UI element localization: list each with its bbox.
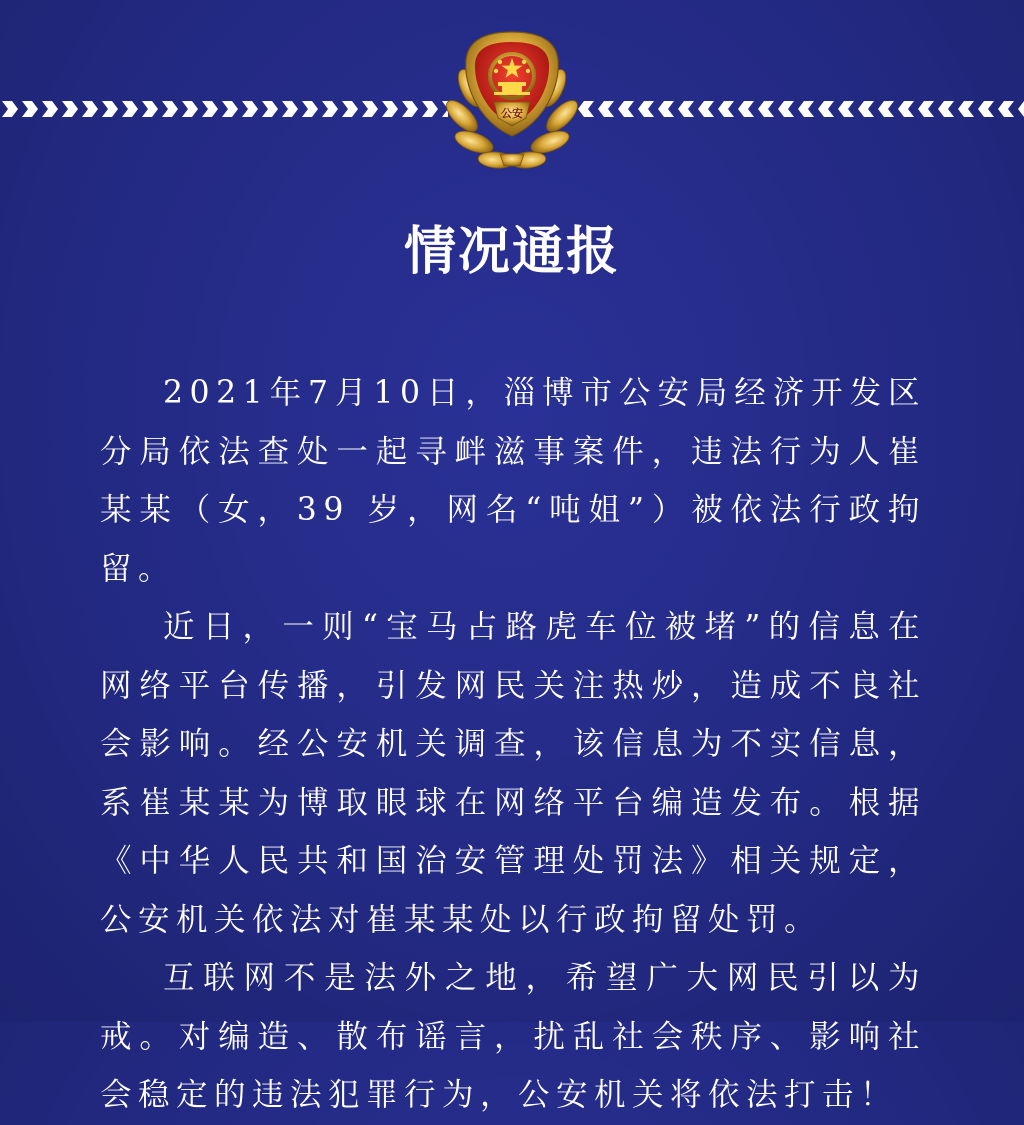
notice-paragraph-3: 互联网不是法外之地，希望广大网民引以为戒。对编造、散布谣言，扰乱社会秩序、影响社会稳定的违法犯罪行为，公安机关将依法打击！ xyxy=(100,960,926,1113)
notice-paragraph-2: 近日，一则“宝马占路虎车位被堵”的信息在网络平台传播，引发网民关注热炒，造成不良社会影响。经公安机关调查，该信息为不实信息，系崔某某为博取眼球在网络平台编造发布。根据《中华人民共和国治安管理处罚法》相关规定，公安机关依法对崔某某处以行政拘留处罚。 xyxy=(100,609,926,938)
notice-body xyxy=(100,364,926,1125)
notice-title: 情况通报 xyxy=(403,222,620,282)
svg-text:公安: 公安 xyxy=(501,107,523,120)
decorative-band-left xyxy=(0,96,448,122)
notice-paragraph-1: 2021年7月10日，淄博市公安局经济开发区分局依法查处一起寻衅滋事案件，违法行为人崔某某（女，39 岁，网名“吨姐”）被依法行政拘留。 xyxy=(100,375,926,587)
decorative-band-right xyxy=(576,96,1024,122)
police-emblem-icon xyxy=(440,26,584,176)
